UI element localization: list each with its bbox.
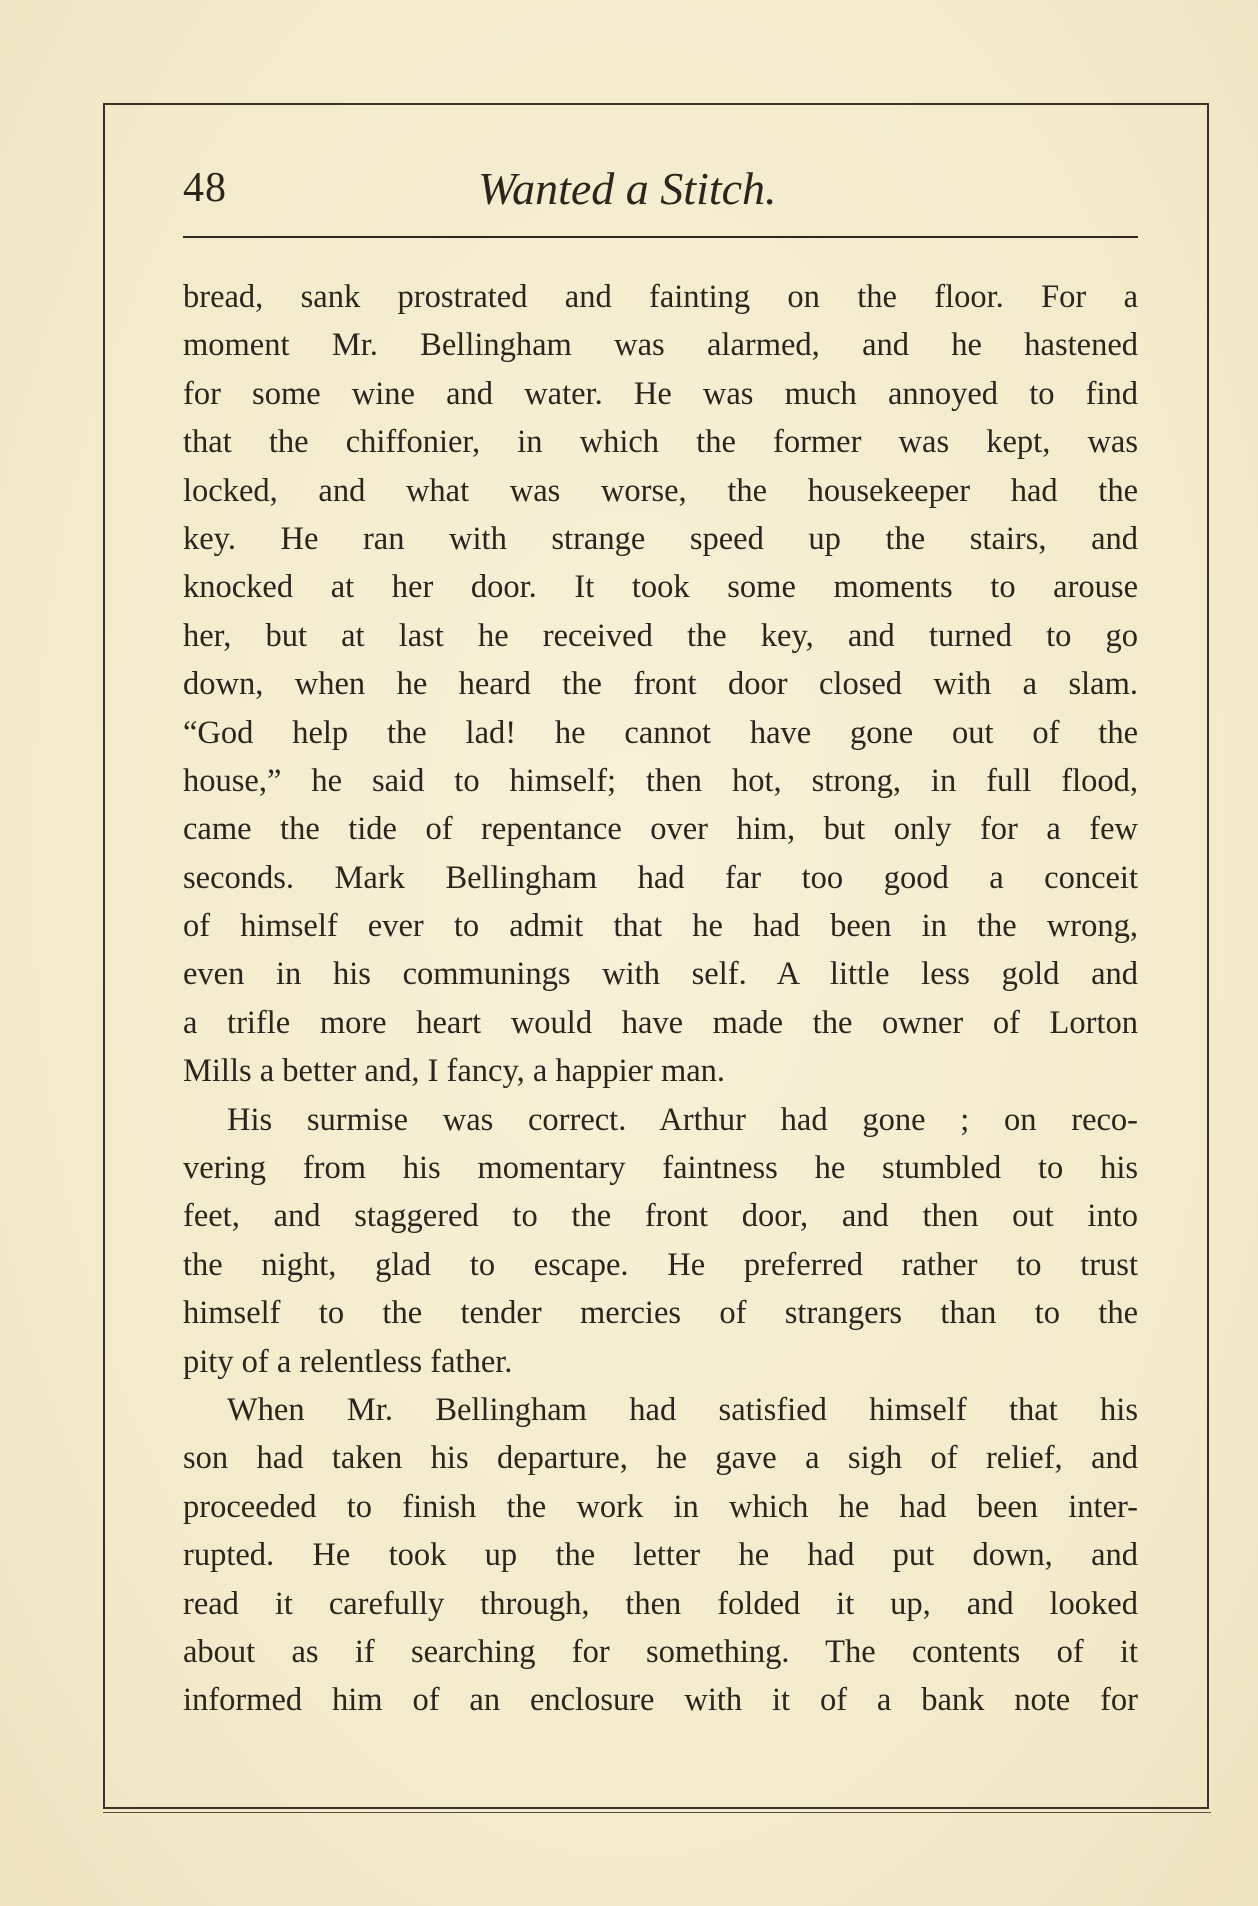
text-line: house,” he said to himself; then hot, strong, in full flood, <box>183 762 1138 799</box>
paragraph-end-line: pity of a relentless father. <box>183 1343 513 1380</box>
text-line: a trifle more heart would have made the owner of Lorton <box>183 1004 1138 1041</box>
text-line: the night, glad to escape. He preferred rather to trust <box>183 1246 1138 1283</box>
text-line: moment Mr. Bellingham was alarmed, and he hastened <box>183 327 1138 364</box>
page-number: 48 <box>183 165 227 211</box>
text-line: knocked at her door. It took some moments to arouse <box>183 569 1138 606</box>
running-title: Wanted a Stitch. <box>478 163 777 214</box>
text-line: himself to the tender mercies of strangers than to the <box>183 1295 1138 1332</box>
text-line: “God help the lad! he cannot have gone out of the <box>183 714 1138 751</box>
text-line: key. He ran with strange speed up the stairs, and <box>183 520 1138 557</box>
text-line: rupted. He took up the letter he had put down, and <box>183 1537 1138 1574</box>
text-line: came the tide of repentance over him, but only for a few <box>183 811 1138 848</box>
text-line: bread, sank prostrated and fainting on the floor. For a <box>183 279 1138 315</box>
text-line: about as if searching for something. The contents of it <box>183 1633 1138 1670</box>
text-line: feet, and staggered to the front door, and then out into <box>183 1198 1138 1235</box>
paragraph-end-line: Mills a better and, I fancy, a happier man. <box>183 1053 726 1090</box>
text-line: down, when he heard the front door closed with a slam. <box>183 666 1138 703</box>
text-line: informed him of an enclosure with it of a bank note for <box>183 1682 1138 1719</box>
page-border-shadow-line <box>103 1812 1211 1813</box>
paragraph-start-line: When Mr. Bellingham had satisfied himself that his <box>227 1391 1138 1428</box>
text-line: proceeded to finish the work in which he had been inter- <box>183 1488 1138 1525</box>
paragraph-start-line: His surmise was correct. Arthur had gone ; on reco- <box>227 1101 1138 1138</box>
text-line: her, but at last he received the key, and turned to go <box>183 617 1138 654</box>
header-rule <box>183 236 1138 238</box>
text-line: even in his communings with self. A little less gold and <box>183 956 1138 993</box>
text-line: read it carefully through, then folded it up, and looked <box>183 1585 1138 1622</box>
text-line: son had taken his departure, he gave a sigh of relief, and <box>183 1440 1138 1477</box>
text-line: seconds. Mark Bellingham had far too good a conceit <box>183 859 1138 896</box>
page-header <box>183 162 1138 232</box>
text-line: vering from his momentary faintness he stumbled to his <box>183 1150 1138 1187</box>
body-text <box>183 273 1138 1725</box>
text-line: locked, and what was worse, the housekeeper had the <box>183 472 1138 509</box>
text-line: that the chiffonier, in which the former was kept, was <box>183 424 1138 461</box>
text-line: of himself ever to admit that he had been in the wrong, <box>183 908 1138 945</box>
text-line: for some wine and water. He was much annoyed to find <box>183 375 1138 412</box>
